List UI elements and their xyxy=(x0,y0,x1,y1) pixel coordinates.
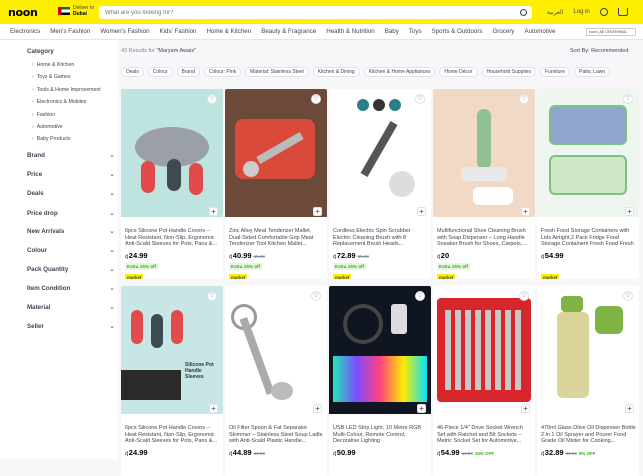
facet-label: Material xyxy=(27,304,51,311)
add-to-cart-button[interactable]: + xyxy=(521,404,530,413)
add-to-cart-button[interactable]: + xyxy=(313,404,322,413)
language-switch[interactable]: العربية xyxy=(547,9,564,16)
subcategory-link[interactable]: › Toys & Games xyxy=(32,74,70,80)
facet-pack-quantity[interactable] xyxy=(27,266,115,273)
filter-chip[interactable]: Deals xyxy=(121,67,144,77)
product-price: ɖ20 xyxy=(437,251,450,260)
chevron-down-icon: ⌄ xyxy=(109,304,115,311)
product-card[interactable] xyxy=(537,89,639,279)
category-heading: Category xyxy=(27,48,54,55)
product-price: ɖ54.99 xyxy=(541,251,564,260)
product-title[interactable]: 46-Piece 1/4" Drive Socket Wrench Set with Ratchet and Bit Sockets – Metric Socket Set for Automotive... xyxy=(437,425,523,445)
market-badge: market xyxy=(231,275,246,279)
product-image[interactable] xyxy=(121,286,223,414)
chevron-down-icon: ⌄ xyxy=(109,247,115,254)
nav-item[interactable]: Electronics xyxy=(10,28,41,35)
filter-chip[interactable]: Material: Stainless Steel xyxy=(245,67,309,77)
subcategory-link[interactable]: › Fashion xyxy=(32,112,55,118)
product-card[interactable] xyxy=(433,286,535,476)
product-price: ɖ44.89 49.00 xyxy=(229,448,265,457)
product-title[interactable]: Oil Filter Spoon & Fat Separator Skimmer – Stainless Steel Soup Ladle with Anti-Scald Plastic Handle... xyxy=(229,425,323,445)
subcategory-link[interactable]: › Home & Kitchen xyxy=(32,62,74,68)
results-area xyxy=(118,40,643,459)
old-price: 49.00 xyxy=(253,451,265,456)
chevron-down-icon: ⌄ xyxy=(109,323,115,330)
facet-label: Price drop xyxy=(27,210,58,217)
product-title[interactable]: 6pcs Silicone Pot Handle Covers – Heat Resistant, Non-Slip, Ergonomic Anti-Scald Sleeves for Pots, Pans &... xyxy=(125,228,218,248)
deliver-city: Dubai xyxy=(73,11,87,17)
nav-item[interactable]: Health & Nutrition xyxy=(326,28,375,35)
nav-item[interactable]: Home & Kitchen xyxy=(206,28,252,35)
facet-new-arrivals[interactable] xyxy=(27,228,115,235)
product-card[interactable] xyxy=(225,89,327,279)
market-badge: market xyxy=(543,275,558,279)
nav-item[interactable]: Sports & Outdoors xyxy=(431,28,483,35)
discount-badge: 15% OFF xyxy=(474,451,495,456)
uae-flag-icon xyxy=(58,7,70,15)
chevron-down-icon: ⌄ xyxy=(109,228,115,235)
product-price: ɖ40.99 49.00 xyxy=(229,251,265,260)
product-image[interactable] xyxy=(329,89,431,217)
facet-label: Pack Quantity xyxy=(27,266,69,273)
add-to-cart-button[interactable]: + xyxy=(625,207,634,216)
filter-sidebar xyxy=(0,40,118,459)
user-icon[interactable] xyxy=(600,8,608,16)
filter-chip[interactable]: Patio, Lawn xyxy=(574,67,610,77)
product-title[interactable]: Cordless Electric Spin Scrubber Electric Cleaning Brush with 8 Replacement Brush Heads... xyxy=(333,228,411,248)
facet-brand[interactable] xyxy=(27,152,115,159)
chevron-down-icon: ⌄ xyxy=(109,285,115,292)
product-price: ɖ50.99 xyxy=(333,448,356,457)
product-title[interactable]: Zinc Alloy Meat Tenderizer Mallet, Dual-Sided Comfortable Grip Meat Tenderizer Tool Kitchen Mallet... xyxy=(229,228,314,248)
market-badge: market xyxy=(335,275,350,279)
deliver-label: Deliver to xyxy=(73,5,95,11)
heart-icon[interactable]: ♡ xyxy=(311,291,321,301)
facet-label: Brand xyxy=(27,152,45,159)
heart-icon[interactable]: ♡ xyxy=(519,291,529,301)
chevron-down-icon: ⌄ xyxy=(109,171,115,178)
product-title[interactable]: Fresh Food Storage Containers with Lids Airtight,2 Pack Fridge Food Storage Containers Fresh Food Fresh xyxy=(541,228,634,248)
noon-logo[interactable]: noon xyxy=(8,6,38,19)
product-image[interactable] xyxy=(537,89,639,217)
old-price: 99.00 xyxy=(357,254,369,259)
currency-icon: ɖ xyxy=(541,451,544,457)
product-card[interactable] xyxy=(121,286,223,476)
product-card[interactable] xyxy=(121,89,223,279)
extra-off-badge: Extra 15% off xyxy=(439,264,469,269)
promo-banner[interactable]: noon | AE CENTENNIAL xyxy=(586,28,636,36)
facet-label: Item Condition xyxy=(27,285,71,292)
facet-price[interactable] xyxy=(27,171,115,178)
facet-material[interactable] xyxy=(27,304,115,311)
product-image[interactable] xyxy=(537,286,639,414)
add-to-cart-button[interactable]: + xyxy=(417,207,426,216)
old-price: 49.00 xyxy=(253,254,265,259)
currency-icon: ɖ xyxy=(229,451,232,457)
old-price: 39.00 xyxy=(565,451,577,456)
top-bar xyxy=(0,0,643,24)
nav-item[interactable]: Men's Fashion xyxy=(50,28,91,35)
currency-icon: ɖ xyxy=(229,254,232,260)
chevron-down-icon: ⌄ xyxy=(109,152,115,159)
old-price: 64.00 xyxy=(461,451,473,456)
filter-chip[interactable]: Home Décor xyxy=(439,67,477,77)
market-badge: market xyxy=(127,275,142,279)
filter-chip[interactable]: Colour xyxy=(148,67,173,77)
nav-item[interactable]: Baby xyxy=(384,28,399,35)
chevron-down-icon: ⌄ xyxy=(109,210,115,217)
currency-icon: ɖ xyxy=(333,451,336,457)
filter-chip[interactable]: Brand xyxy=(177,67,200,77)
product-title[interactable]: 470ml Glass Olive Oil Dispenser Bottle 2 in 1 Oil Sprayer and Pourer Food Grade Oil Mister for Cooking... xyxy=(541,425,636,445)
subcategory-link[interactable]: › Tools & Home Improvement xyxy=(32,87,101,93)
nav-item[interactable]: Kids' Fashion xyxy=(159,28,197,35)
subcategory-link[interactable]: › Automotive xyxy=(32,124,63,130)
product-image[interactable] xyxy=(433,286,535,414)
product-price: ɖ54.99 64.00 15% OFF xyxy=(437,448,495,457)
filter-chip[interactable]: Kitchen & Home Appliances xyxy=(364,67,436,77)
heart-icon[interactable]: ♡ xyxy=(207,291,217,301)
search-input[interactable] xyxy=(105,10,505,16)
heart-icon[interactable]: ♡ xyxy=(207,94,217,104)
product-image[interactable] xyxy=(433,89,535,217)
product-image[interactable] xyxy=(121,89,223,217)
product-card[interactable] xyxy=(433,89,535,279)
product-image[interactable] xyxy=(225,286,327,414)
sort-dropdown[interactable]: Sort By: Recommended xyxy=(570,48,629,54)
discount-badge: 5% OFF xyxy=(578,451,596,456)
heart-icon[interactable]: ♡ xyxy=(415,291,425,301)
product-card[interactable] xyxy=(537,286,639,476)
heart-icon[interactable]: ♡ xyxy=(519,94,529,104)
facet-seller[interactable] xyxy=(27,323,115,330)
market-badge: market xyxy=(439,275,454,279)
product-image-caption: Silicone Pot Handle Sleeves xyxy=(185,362,214,380)
add-to-cart-button[interactable]: + xyxy=(209,404,218,413)
heart-icon[interactable]: ♡ xyxy=(623,94,633,104)
category-nav xyxy=(0,24,643,40)
nav-item[interactable]: Toys xyxy=(408,28,422,35)
currency-icon: ɖ xyxy=(333,254,336,260)
extra-off-badge: Extra 15% off xyxy=(335,264,365,269)
filter-chip[interactable]: Household Supplies xyxy=(482,67,536,77)
product-title[interactable]: 6pcs Silicone Pot Handle Covers – Heat Resistant, Non-Slip, Ergonomic Anti-Scald Sleeves for Pots, Pans &... xyxy=(125,425,218,445)
product-image[interactable] xyxy=(225,89,327,217)
subcategory-link[interactable]: › Electronics & Mobiles xyxy=(32,99,86,105)
heart-icon[interactable]: ♡ xyxy=(415,94,425,104)
facet-price-drop[interactable] xyxy=(27,210,115,217)
add-to-cart-button[interactable]: + xyxy=(521,207,530,216)
filter-chip[interactable]: Colour: Pink xyxy=(204,67,241,77)
facet-label: Price xyxy=(27,171,43,178)
nav-item[interactable]: Grocery xyxy=(492,28,515,35)
search-bar[interactable] xyxy=(99,6,532,19)
facet-label: Colour xyxy=(27,247,47,254)
facet-colour[interactable] xyxy=(27,247,115,254)
currency-icon: ɖ xyxy=(125,254,128,260)
filter-chips xyxy=(121,67,610,77)
add-to-cart-button[interactable]: + xyxy=(209,207,218,216)
nav-item[interactable]: Beauty & Fragrance xyxy=(261,28,317,35)
extra-off-badge: Extra 15% off xyxy=(231,264,261,269)
nav-item[interactable]: Automotive xyxy=(524,28,556,35)
product-image[interactable] xyxy=(329,286,431,414)
cart-icon[interactable] xyxy=(618,8,628,16)
add-to-cart-button[interactable]: + xyxy=(625,404,634,413)
search-icon[interactable] xyxy=(520,9,527,16)
product-card[interactable] xyxy=(329,286,431,476)
product-title[interactable]: Multifunctional Shoe Cleaning Brush with Soap Dispenser – Long Handle Sneaker Brush for Shoes, Carpets,... xyxy=(437,228,527,248)
product-price: ɖ32.89 39.00 5% OFF xyxy=(541,448,596,457)
facet-label: Seller xyxy=(27,323,44,330)
deliver-to[interactable] xyxy=(58,5,94,17)
subcategory-link[interactable]: › Baby Products xyxy=(32,136,70,142)
product-price: ɖ24.99 xyxy=(125,251,148,260)
facet-label: New Arrivals xyxy=(27,228,65,235)
currency-icon: ɖ xyxy=(125,451,128,457)
add-to-cart-button[interactable]: + xyxy=(417,404,426,413)
nav-item[interactable]: Women's Fashion xyxy=(100,28,150,35)
heart-icon[interactable]: ♡ xyxy=(311,94,321,104)
currency-icon: ɖ xyxy=(437,254,440,260)
product-price: ɖ24.99 xyxy=(125,448,148,457)
add-to-cart-button[interactable]: + xyxy=(313,207,322,216)
product-price: ɖ72.89 99.00 xyxy=(333,251,369,260)
currency-icon: ɖ xyxy=(437,451,440,457)
product-card[interactable] xyxy=(225,286,327,476)
filter-chip[interactable]: Furniture xyxy=(540,67,570,77)
facet-label: Deals xyxy=(27,190,44,197)
login-link[interactable]: Log in xyxy=(573,9,590,15)
filter-chip[interactable]: Kitchen & Dining xyxy=(313,67,360,77)
product-title[interactable]: USB LED Strip Light, 10 Metre RGB Multi-Colour, Remote Control, Decorative Lighting xyxy=(333,425,422,445)
heart-icon[interactable]: ♡ xyxy=(623,291,633,301)
extra-off-badge: Extra 15% off xyxy=(127,264,157,269)
facet-deals[interactable] xyxy=(27,190,115,197)
product-card[interactable] xyxy=(329,89,431,279)
facet-item-condition[interactable] xyxy=(27,285,115,292)
currency-icon: ɖ xyxy=(541,254,544,260)
chevron-down-icon: ⌄ xyxy=(109,266,115,273)
chevron-down-icon: ⌄ xyxy=(109,190,115,197)
results-count: 43 Results for "Maryam Awais" xyxy=(121,48,197,54)
